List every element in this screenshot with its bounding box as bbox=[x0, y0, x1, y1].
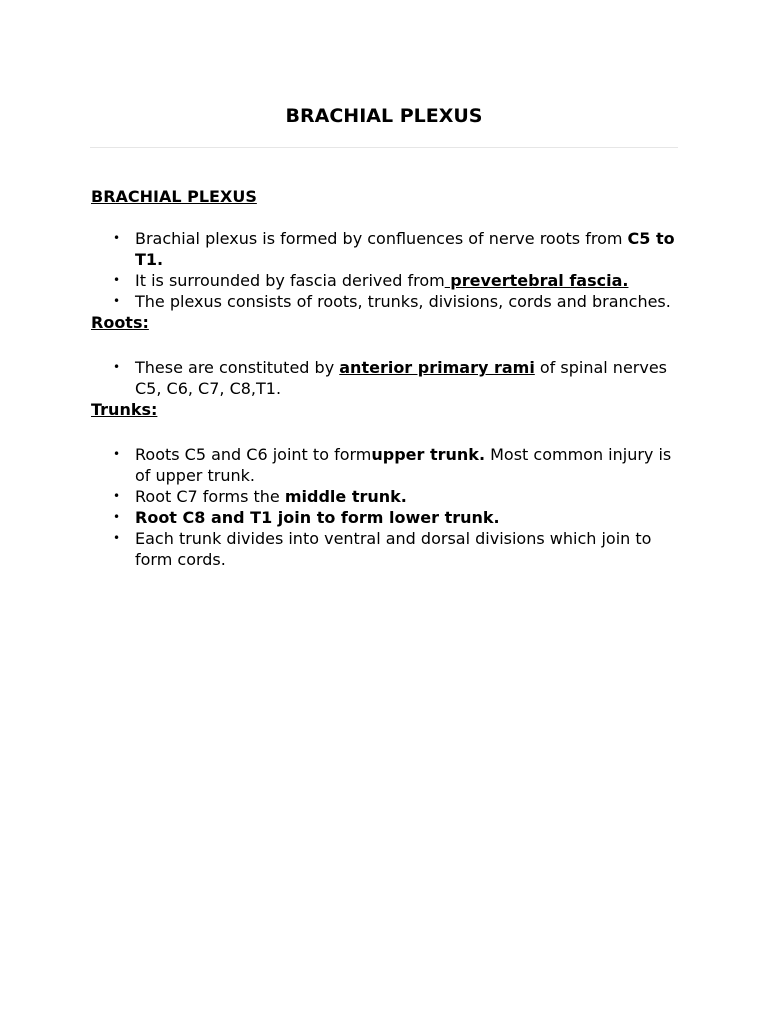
trunks-item-1-bold: upper trunk. bbox=[371, 445, 486, 464]
trunks-item-4-text: Each trunk divides into ventral and dorsal divisions which join to form cords. bbox=[135, 529, 652, 569]
trunks-item-1-post: Most common injury is of upper trunk. bbox=[135, 445, 672, 485]
list-item bbox=[91, 357, 681, 399]
trunks-list bbox=[91, 444, 681, 570]
trunks-item-2-pre: Root C7 forms the bbox=[135, 487, 285, 506]
list-item bbox=[91, 528, 681, 570]
list-item bbox=[91, 507, 681, 528]
roots-item-1-emphasis: anterior primary rami bbox=[339, 358, 535, 377]
list-item bbox=[91, 444, 681, 486]
bullet-icon: • bbox=[113, 447, 121, 461]
roots-list bbox=[91, 357, 681, 399]
intro-item-1-text: Brachial plexus is formed by confluences of nerve roots from bbox=[135, 229, 628, 248]
trunks-heading: Trunks: bbox=[91, 400, 158, 419]
roots-item-1-post: of spinal nerves C5, C6, C7, C8,T1. bbox=[135, 358, 668, 398]
list-item bbox=[91, 291, 681, 312]
document-body bbox=[91, 186, 681, 570]
intro-list bbox=[91, 228, 681, 312]
intro-item-3-text: The plexus consists of roots, trunks, divisions, cords and branches. bbox=[135, 292, 671, 311]
intro-heading: BRACHIAL PLEXUS bbox=[91, 187, 257, 206]
trunks-item-3-bold: Root C8 and T1 join to form lower trunk. bbox=[135, 508, 500, 527]
bullet-icon: • bbox=[113, 489, 121, 503]
bullet-icon: • bbox=[113, 531, 121, 545]
bullet-icon: • bbox=[113, 231, 121, 245]
list-item bbox=[91, 270, 681, 291]
roots-item-1-pre: These are constituted by bbox=[135, 358, 340, 377]
intro-item-2-emphasis: prevertebral fascia. bbox=[444, 271, 629, 290]
list-item bbox=[91, 228, 681, 270]
bullet-icon: • bbox=[113, 273, 121, 287]
list-item bbox=[91, 486, 681, 507]
intro-item-1-bold: C5 to T1. bbox=[135, 229, 675, 269]
trunks-item-1-pre: Roots C5 and C6 joint to form bbox=[135, 445, 372, 464]
bullet-icon: • bbox=[113, 360, 121, 374]
page-title: BRACHIAL PLEXUS bbox=[285, 105, 483, 127]
bullet-icon: • bbox=[113, 294, 121, 308]
bullet-icon: • bbox=[113, 510, 121, 524]
title-divider bbox=[90, 147, 678, 148]
trunks-item-2-bold: middle trunk. bbox=[284, 487, 407, 506]
roots-heading: Roots: bbox=[91, 313, 149, 332]
intro-item-2-text: It is surrounded by fascia derived from bbox=[135, 271, 445, 290]
